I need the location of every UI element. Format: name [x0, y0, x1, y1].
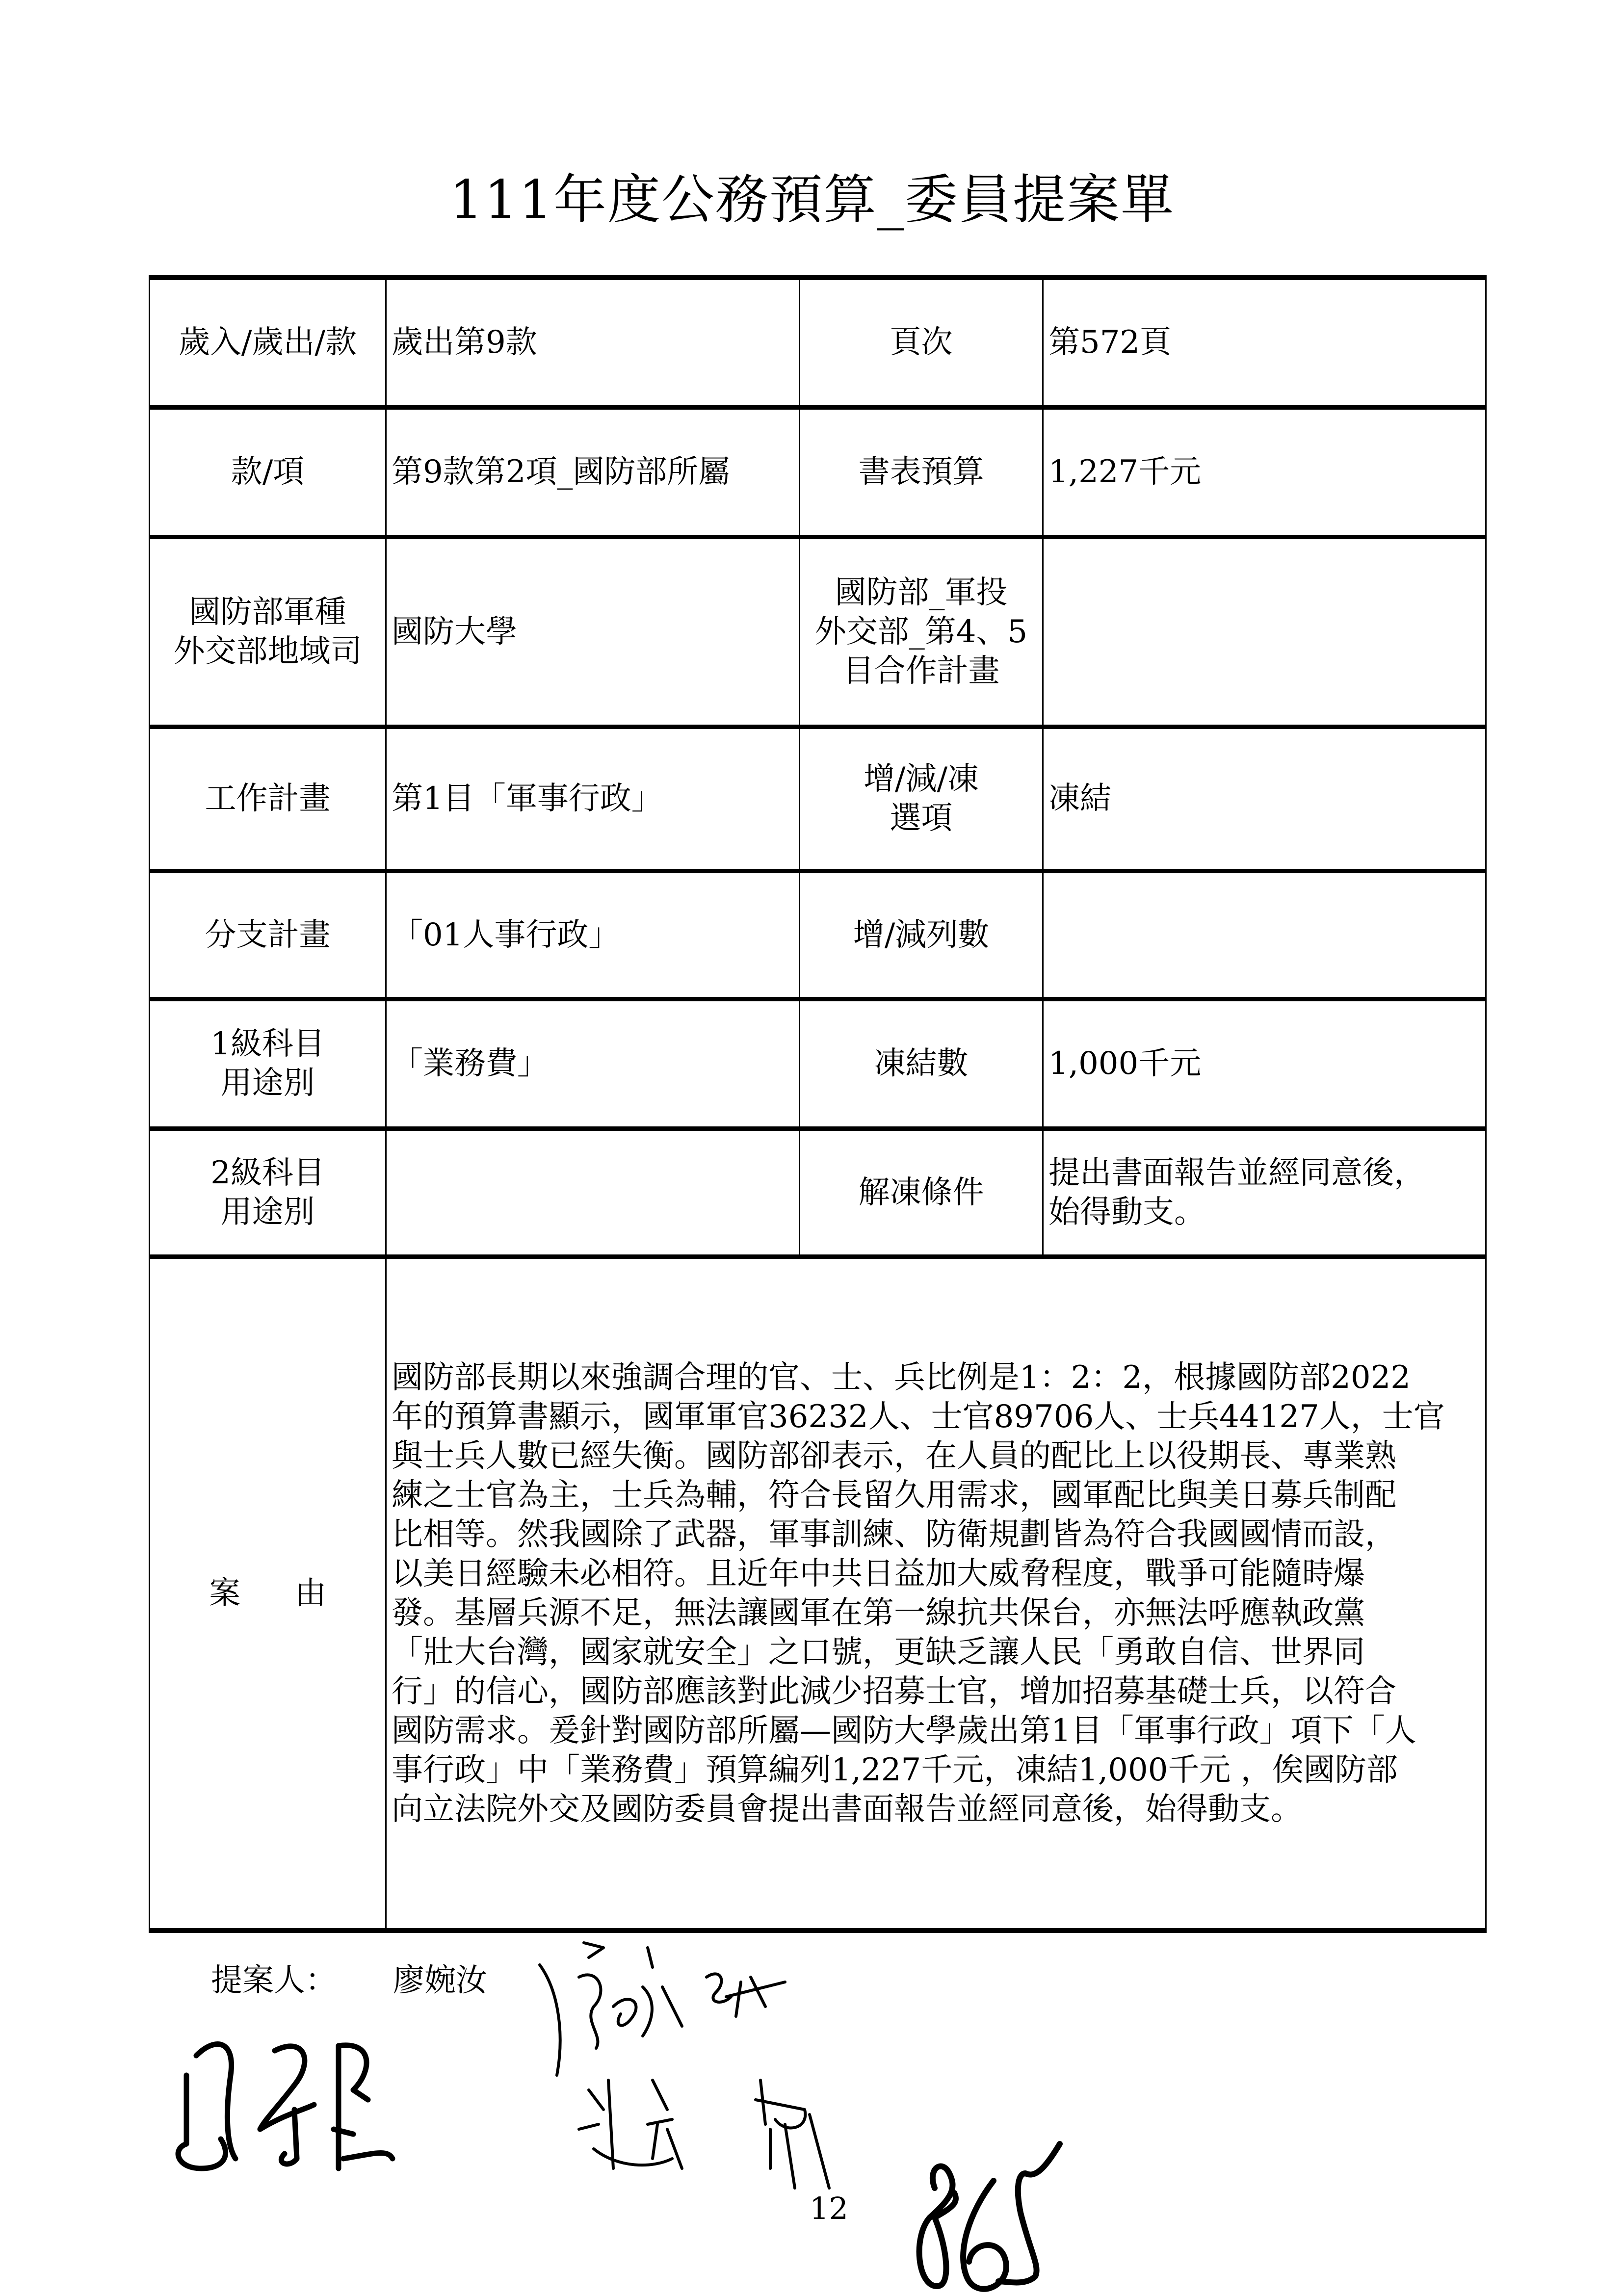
field-value: 第572頁 — [1043, 278, 1486, 407]
field-value: 第1目「軍事行政」 — [386, 727, 800, 871]
field-label: 解凍條件 — [800, 1128, 1043, 1256]
label-line: 外交部地域司 — [173, 633, 362, 670]
proposer-name: 廖婉汝 — [393, 1962, 487, 1999]
field-value: 歲出第9款 — [386, 278, 800, 407]
field-value: 國防大學 — [386, 537, 800, 727]
field-value: 1,000千元 — [1043, 999, 1486, 1128]
reason-line: 事行政」中「業務費」預算編列1,227千元，凍結1,000千元 ，俟國防部 — [392, 1751, 1398, 1788]
field-value: 「業務費」 — [386, 999, 800, 1128]
label-line: 外交部_第4、5 — [814, 613, 1028, 650]
signature-3 — [579, 2080, 829, 2188]
reason-line: 發。基層兵源不足，無法讓國軍在第一線抗共保台，亦無法呼應執政黨 — [392, 1594, 1365, 1631]
label-line: 國防部軍種 — [189, 594, 346, 630]
reason-line: 練之士官為主，士兵為輔，符合長留久用需求，國軍配比與美日募兵制配 — [392, 1477, 1396, 1513]
label-line: 用途別 — [220, 1194, 315, 1230]
signature-1 — [540, 1943, 785, 2075]
label-line: 增/減/凍 — [863, 761, 979, 797]
reason-line: 國防需求。爰針對國防部所屬—國防大學歲出第1目「軍事行政」項下「人 — [392, 1712, 1416, 1749]
label-line: 目合作計畫 — [842, 652, 1000, 689]
reason-line: 年的預算書顯示，國軍軍官36232人、士官89706人、士兵44127人，士官 — [392, 1398, 1445, 1435]
field-label: 歲入/歲出/款 — [150, 278, 386, 407]
field-value: 凍結 — [1043, 727, 1486, 871]
reason-line: 與士兵人數已經失衡。國防部卻表示，在人員的配比上以役期長、專業熟 — [392, 1437, 1396, 1474]
value-line: 提出書面報告並經同意後， — [1048, 1154, 1425, 1191]
reason-line: 向立法院外交及國防委員會提出書面報告並經同意後，始得動支。 — [392, 1791, 1302, 1827]
field-label: 頁次 — [800, 278, 1043, 407]
label-line: 1級科目 — [210, 1026, 325, 1062]
field-label: 工作計畫 — [150, 727, 386, 871]
reason-line: 「壯大台灣，國家就安全」之口號，更缺乏讓人民「勇敢自信、世界同 — [392, 1634, 1365, 1670]
proposer-label: 提案人： — [211, 1962, 337, 1999]
field-value: 1,227千元 — [1043, 407, 1486, 537]
reason-label-char: 案 — [209, 1575, 240, 1612]
label-line: 選項 — [890, 800, 953, 836]
field-label: 分支計畫 — [150, 871, 386, 999]
field-label: 增/減列數 — [800, 871, 1043, 999]
field-label: 凍結數 — [800, 999, 1043, 1128]
handwritten-number-865 — [919, 2144, 1060, 2289]
reason-line: 以美日經驗未必相符。且近年中共日益加大威脅程度，戰爭可能隨時爆 — [392, 1555, 1365, 1592]
page-number: 12 — [810, 2191, 848, 2226]
form-title: 111年度公務預算_委員提案單 — [449, 169, 1175, 231]
reason-line: 比相等。然我國除了武器，軍事訓練、防衛規劃皆為符合我國國情而設， — [392, 1516, 1396, 1553]
label-line: 用途別 — [220, 1065, 315, 1101]
reason-line: 國防部長期以來強調合理的官、士、兵比例是1：2：2，根據國防部2022 — [392, 1359, 1411, 1396]
value-line: 始得動支。 — [1048, 1194, 1205, 1230]
field-label: 書表預算 — [800, 407, 1043, 537]
field-value: 「01人事行政」 — [386, 871, 800, 999]
label-line: 國防部_軍投 — [835, 574, 1008, 611]
signature-2 — [178, 2044, 393, 2168]
reason-line: 行」的信心，國防部應該對此減少招募士官，增加招募基礎士兵，以符合 — [392, 1673, 1396, 1710]
field-value: 第9款第2項_國防部所屬 — [386, 407, 800, 537]
reason-label-char: 由 — [295, 1575, 326, 1612]
label-line: 2級科目 — [210, 1154, 325, 1191]
field-label: 款/項 — [150, 407, 386, 537]
